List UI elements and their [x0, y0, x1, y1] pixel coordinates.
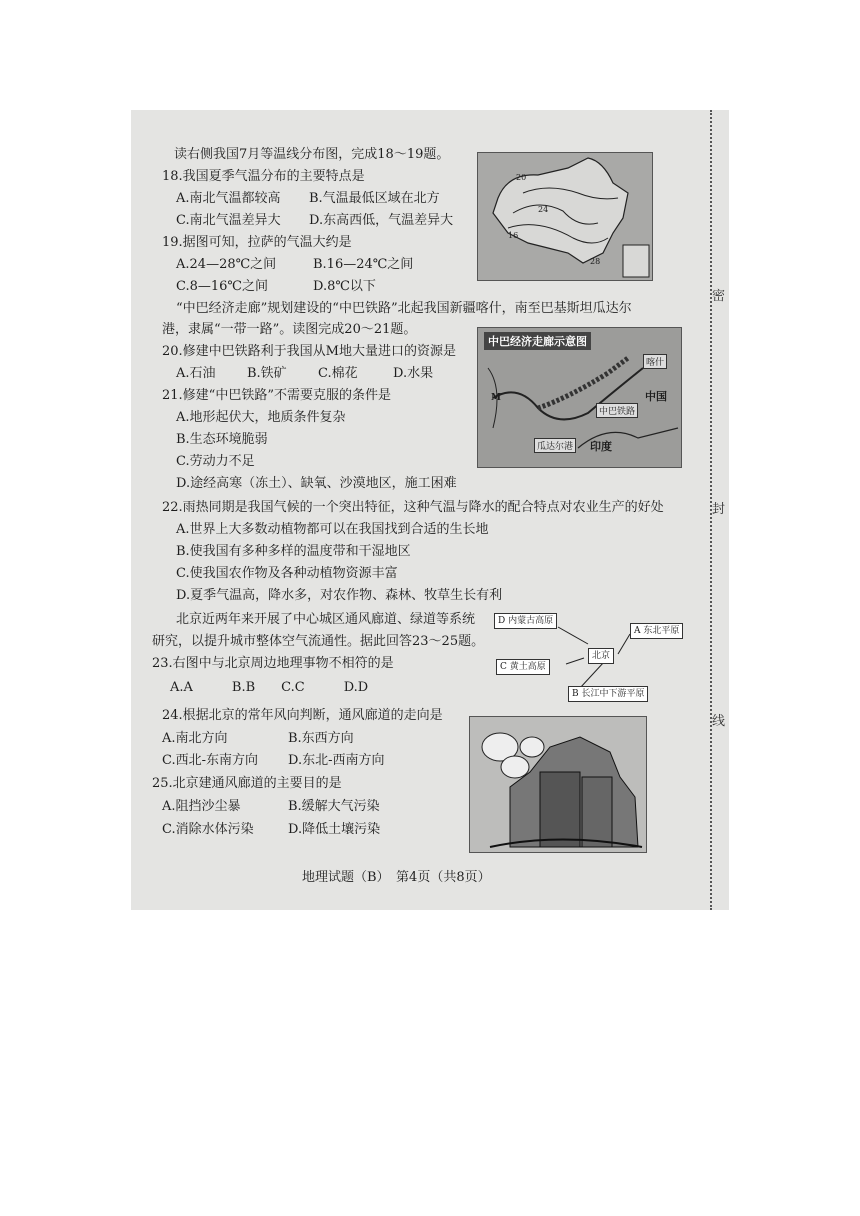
seal-feng: 封 — [712, 502, 726, 517]
intro-20-line2: 港，隶属“一带一路”。读图完成20～21题。 — [162, 322, 417, 337]
q24-option-a: A.南北方向 — [162, 731, 228, 746]
isotherm-label-1: 20 — [516, 173, 527, 182]
q24-stem: 24.根据北京的常年风向判断，通风廊道的走向是 — [162, 708, 443, 723]
q22-option-a: A.世界上大多数动植物都可以在我国找到合适的生长地 — [176, 522, 489, 537]
isotherm-label-2: 24 — [538, 205, 549, 214]
node-b: B 长江中下游平原 — [568, 686, 648, 702]
q21-option-c: C.劳动力不足 — [176, 454, 255, 469]
q18-option-d: D.东高西低，气温差异大 — [309, 213, 454, 228]
city-pollution-cartoon — [469, 716, 647, 853]
seal-mi: 密 — [712, 289, 726, 304]
q20-option-b: B.铁矿 — [247, 366, 287, 381]
label-kashi: 喀什 — [643, 354, 667, 369]
q25-option-c: C.消除水体污染 — [162, 822, 254, 837]
q21-option-b: B.生态环境脆弱 — [176, 432, 268, 447]
q19-stem: 19.据图可知，拉萨的气温大约是 — [162, 235, 352, 250]
label-m: M — [491, 393, 501, 403]
corridor-map — [477, 327, 682, 468]
q22-option-c: C.使我国农作物及各种动植物资源丰富 — [176, 566, 398, 581]
q18-option-c: C.南北气温差异大 — [176, 213, 281, 228]
q25-stem: 25.北京建通风廊道的主要目的是 — [152, 776, 342, 791]
q21-stem: 21.修建“中巴铁路”不需要克服的条件是 — [162, 388, 391, 403]
q19-option-c: C.8—16℃之间 — [176, 279, 268, 294]
q18-option-b: B.气温最低区域在北方 — [309, 191, 440, 206]
q22-option-b: B.使我国有多种多样的温度带和干湿地区 — [176, 544, 411, 559]
q24-option-d: D.东北-西南方向 — [288, 753, 385, 768]
node-c: C 黄土高原 — [496, 659, 550, 675]
q25-option-a: A.阻挡沙尘暴 — [162, 799, 241, 814]
q20-option-d: D.水果 — [393, 366, 434, 381]
label-china: 中国 — [645, 390, 667, 403]
q24-option-b: B.东西方向 — [288, 731, 354, 746]
q19-option-a: A.24—28℃之间 — [176, 257, 277, 272]
intro-23-line1: 北京近两年来开展了中心城区通风廊道、绿道等系统 — [176, 612, 476, 627]
isotherm-label-3: 16 — [508, 231, 519, 240]
beijing-diagram — [488, 612, 710, 704]
page-footer: 地理试题（B） 第4页（共8页） — [302, 870, 491, 885]
q20-option-c: C.棉花 — [318, 366, 358, 381]
node-d: D 内蒙古高原 — [494, 613, 557, 629]
q19-option-d: D.8℃以下 — [313, 279, 376, 294]
q20-stem: 20.修建中巴铁路利于我国从M地大量进口的资源是 — [162, 344, 456, 359]
q21-option-d: D.途经高寒（冻土）、缺氧、沙漠地区，施工困难 — [176, 476, 457, 491]
q18-stem: 18.我国夏季气温分布的主要特点是 — [162, 169, 365, 184]
q22-stem: 22.雨热同期是我国气候的一个突出特征，这种气温与降水的配合特点对农业生产的好处 — [162, 500, 664, 515]
q21-option-a: A.地形起伏大，地质条件复杂 — [176, 410, 346, 425]
q25-option-d: D.降低土壤污染 — [288, 822, 381, 837]
node-a: A 东北平原 — [630, 623, 683, 639]
q25-option-b: B.缓解大气污染 — [288, 799, 380, 814]
node-beijing: 北京 — [588, 648, 614, 664]
q20-option-a: A.石油 — [176, 366, 216, 381]
intro-20-line1: “中巴经济走廊”规划建设的“中巴铁路”北起我国新疆喀什，南至巴基斯坦瓜达尔 — [176, 301, 632, 316]
isotherm-label-4: 28 — [590, 257, 601, 266]
q22-option-d: D.夏季气温高，降水多，对农作物、森林、牧草生长有利 — [176, 588, 503, 603]
q24-option-c: C.西北-东南方向 — [162, 753, 259, 768]
seal-xian: 线 — [712, 714, 726, 729]
q19-option-b: B.16—24℃之间 — [313, 257, 414, 272]
label-india: 印度 — [590, 440, 612, 453]
china-isotherm-map — [477, 152, 653, 281]
label-railway: 中巴铁路 — [596, 403, 638, 418]
q18-option-a: A.南北气温都较高 — [176, 191, 281, 206]
corridor-map-title: 中巴经济走廊示意图 — [484, 332, 591, 350]
intro-18: 读右侧我国7月等温线分布图，完成18～19题。 — [174, 147, 450, 162]
intro-23-line2: 研究，以提升城市整体空气流通性。据此回答23～25题。 — [152, 634, 485, 649]
label-gwadar: 瓜达尔港 — [534, 438, 576, 453]
q23-options: A.A B.B C.C D.D — [170, 680, 369, 695]
q23-stem: 23.右图中与北京周边地理事物不相符的是 — [152, 656, 394, 671]
